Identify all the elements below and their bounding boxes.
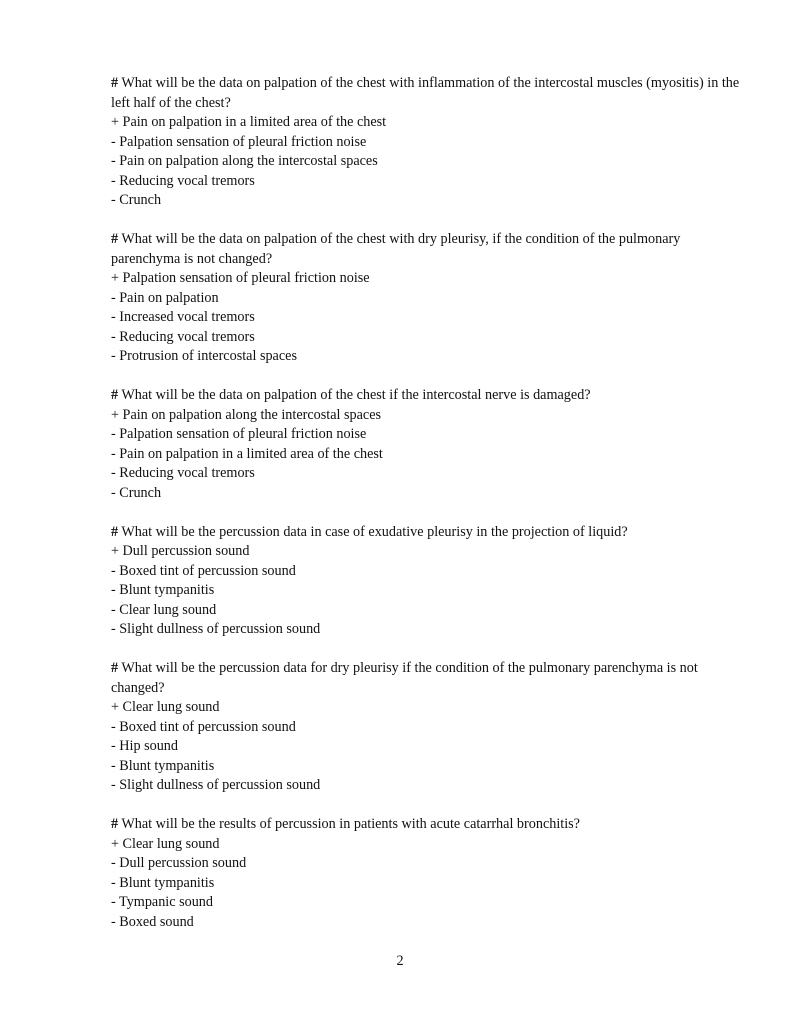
question-stem: What will be the percussion data in case of exudative pleurisy in the projection of liquid? xyxy=(121,523,628,540)
question-block-3 xyxy=(111,386,751,503)
question-marker: # xyxy=(111,816,119,832)
question-stem: What will be the data on palpation of the chest with dry pleurisy, if the condition of the pulmonary parenchyma is not changed? xyxy=(111,231,681,267)
question-marker: # xyxy=(111,523,119,540)
answer-option: - Tympanic sound xyxy=(111,894,213,910)
answer-option: + Clear lung sound xyxy=(111,835,220,852)
answer-option: - Boxed tint of percussion sound xyxy=(111,562,296,579)
question-stem: What will be the data on palpation of the chest if the intercostal nerve is damaged? xyxy=(121,387,591,403)
question-marker: # xyxy=(111,231,119,247)
answer-option: - Reducing vocal tremors xyxy=(111,465,255,481)
answer-option: + Dull percussion sound xyxy=(111,543,250,559)
question-marker: # xyxy=(111,660,119,676)
answer-option: - Pain on palpation along the intercostal spaces xyxy=(111,153,378,169)
answer-option: - Blunt tympanitis xyxy=(111,582,215,598)
question-marker: # xyxy=(111,387,119,403)
question-stem: What will be the data on palpation of the chest with inflammation of the intercostal muscles (myositis) in the left half of the chest? xyxy=(111,75,740,111)
answer-option: - Protrusion of intercostal spaces xyxy=(111,348,297,364)
answer-option: - Blunt tympanitis xyxy=(111,874,215,891)
answer-option: - Pain on palpation in a limited area of the chest xyxy=(111,445,383,462)
question-stem: What will be the percussion data for dry pleurisy if the condition of the pulmonary parenchyma is not changed? xyxy=(111,660,698,696)
question-block-4 xyxy=(111,523,751,640)
answer-option: - Crunch xyxy=(111,192,162,208)
question-block-6 xyxy=(111,815,751,932)
answer-option: + Pain on palpation along the intercostal spaces xyxy=(111,406,382,423)
question-block-5 xyxy=(111,659,751,796)
answer-option: - Blunt tympanitis xyxy=(111,757,215,774)
answer-option: - Clear lung sound xyxy=(111,601,217,618)
answer-option: + Pain on palpation in a limited area of the chest xyxy=(111,114,387,130)
question-block-1 xyxy=(111,74,751,211)
question-marker: # xyxy=(111,75,119,91)
answer-option: - Crunch xyxy=(111,484,162,501)
question-stem: What will be the results of percussion in patients with acute catarrhal bronchitis? xyxy=(121,816,580,832)
answer-option: + Palpation sensation of pleural friction noise xyxy=(111,270,370,286)
answer-option: - Boxed tint of percussion sound xyxy=(111,718,296,735)
question-text xyxy=(111,230,751,269)
answer-option: - Reducing vocal tremors xyxy=(111,328,255,345)
page-number: 2 xyxy=(396,953,404,969)
answer-option: - Increased vocal tremors xyxy=(111,309,255,325)
document-page xyxy=(111,74,751,952)
question-text xyxy=(111,74,751,113)
question-text xyxy=(111,815,751,835)
question-block-2 xyxy=(111,230,751,367)
answer-option: + Clear lung sound xyxy=(111,699,220,715)
answer-option: - Hip sound xyxy=(111,738,178,754)
answer-option: - Reducing vocal tremors xyxy=(111,172,255,189)
answer-option: - Boxed sound xyxy=(111,913,194,930)
answer-option: - Dull percussion sound xyxy=(111,855,247,871)
question-text xyxy=(111,523,751,543)
answer-option: - Slight dullness of percussion sound xyxy=(111,621,321,637)
question-text xyxy=(111,386,751,406)
question-text xyxy=(111,659,751,698)
answer-option: - Pain on palpation xyxy=(111,289,219,306)
answer-option: - Palpation sensation of pleural friction noise xyxy=(111,133,367,150)
answer-option: - Slight dullness of percussion sound xyxy=(111,777,321,793)
answer-option: - Palpation sensation of pleural friction noise xyxy=(111,426,367,442)
